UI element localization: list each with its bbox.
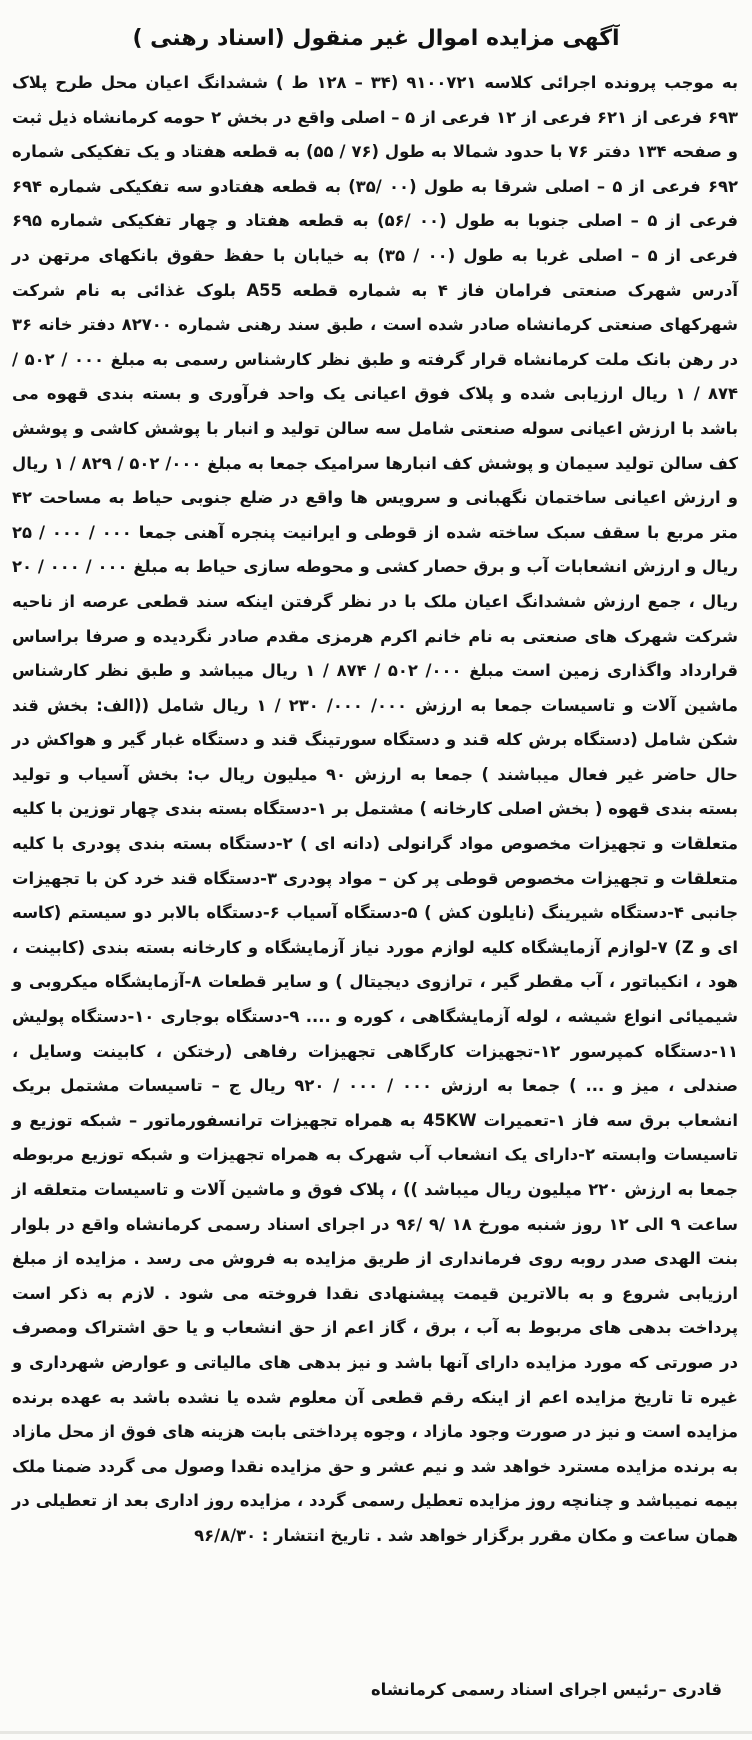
notice-body: به موجب پرونده اجرائی کلاسه ۹۱۰۰۷۲۱ (۳۴ – ۱۲۸ ط ) ششدانگ اعیان محل طرح پلاک ۶۹۳ فرعی از ۶۲۱ فرعی از ۱۲ فرعی از ۵ – اصلی واقع در بخش ۲ حومه کرمانشاه ذیل ثبت و صفحه ۱۳۴ دفتر ۷۶ با حدود شمالا به طول (۷۶ / ۵۵) به قطعه هفتاد و یک تفکیکی شماره ۶۹۲ فرعی از ۵ – اصلی شرقا به طول (۰۰ /۳۵) به قطعه هفتادو سه تفکیکی شماره ۶۹۴ فرعی از ۵ – اصلی جنوبا به طول (۰۰ /۵۶) به قطعه هفتاد و چهار تفکیکی شماره ۶۹۵ فرعی از ۵ – اصلی غربا به طول (۰۰ / ۳۵) به خیابان با حفظ حقوق بانکهای مرتهن در آدرس شهرک صنعتی فرامان فاز ۴ به شماره قطعه A55 بلوک غذائی به نام شرکت شهرکهای صنعتی کرمانشاه صادر شده است ، طبق سند رهنی شماره ۸۲۷۰۰ دفتر خانه ۳۶ در رهن بانک ملت کرمانشاه قرار گرفته و طبق نظر کارشناس رسمی به مبلغ ۰۰۰ / ۵۰۲ / ۸۷۴ / ۱ ریال ارزیابی شده و پلاک فوق اعیانی یک واحد فرآوری و بسته بندی قهوه می باشد با ارزش اعیانی سوله صنعتی شامل سه سالن تولید و انبار با پوشش کاشی و پوشش کف سالن تولید سیمان و پوشش کف انبارها سرامیک جمعا به مبلغ ۰۰۰/ ۵۰۲ / ۸۲۹ / ۱ ریال و ارزش اعیانی ساختمان نگهبانی و سرویس ها واقع در ضلع جنوبی حیاط به مساحت ۴۲ متر مربع با سقف سبک ساخته شده از قوطی و ایرانیت پنجره آهنی جمعا ۰۰۰ / ۰۰۰ / ۲۵ ریال و ارزش انشعابات آب و برق حصار کشی و محوطه سازی حیاط به مبلغ ۰۰۰ / ۰۰۰ / ۲۰ ریال ، جمع ارزش ششدانگ اعیان ملک با در نظر گرفتن اینکه سند قطعی عرصه از ناحیه شرکت شهرک های صنعتی به نام خانم اکرم هرمزی مقدم صادر نگردیده و صرفا براساس قرارداد واگذاری زمین است مبلغ ۰۰۰/ ۵۰۲ / ۸۷۴ / ۱ ریال میباشد و طبق نظر کارشناس ماشین آلات و تاسیسات جمعا به ارزش ۰۰۰/ ۰۰۰/ ۲۳۰ / ۱ ریال شامل ((الف: بخش قند شکن شامل (دستگاه برش کله قند و دستگاه سورتینگ قند و دستگاه غبار گیر و هواکش در حال حاضر غیر فعال میباشند ) جمعا به ارزش ۹۰ میلیون ریال ب: بخش آسیاب و تولید بسته بندی قهوه ( بخش اصلی کارخانه ) مشتمل بر ۱-دستگاه بسته بندی چهار توزین با کلیه متعلقات و تجهیزات مخصوص مواد گرانولی (دانه ای ) ۲-دستگاه بسته بندی پودری با کلیه متعلقات و تجهیزات مخصوص قوطی پر کن – مواد پودری ۳-دستگاه قند خرد کن با تجهیزات جانبی ۴-دستگاه شیرینگ (نایلون کش ) ۵-دستگاه آسیاب ۶-دستگاه بالابر دو سیستم (کاسه ای و Z) ۷-لوازم آزمایشگاه کلیه لوازم مورد نیاز آزمایشگاه و کارخانه بسته بندی (کابینت ، هود ، انکیباتور ، آب مقطر گیر ، ترازوی دیجیتال ) و سایر قطعات ۸-آزمایشگاه میکروبی و شیمیائی انواع شیشه ، لوله آزمایشگاهی ، کوره و .... ۹-دستگاه بوجاری ۱۰-دستگاه پولیش ۱۱-دستگاه کمپرسور ۱۲-تجهیزات کارگاهی تجهیزات رفاهی (رختکن ، کابینت وسایل ، صندلی ، میز و ... ) جمعا به ارزش ۰۰۰ / ۰۰۰ / ۹۲۰ ریال ج – تاسیسات مشتمل بریک انشعاب برق سه فاز ۱-تعمیرات 45KW به همراه تجهیزات ترانسفورماتور – شبکه توزیع و تاسیسات وابسته ۲-دارای یک انشعاب آب شهرک به همراه تجهیزات و شبکه توزیع مربوطه جمعا به ارزش ۲۲۰ میلیون ریال میباشد )) ، پلاک فوق و ماشین آلات و تاسیسات متعلقه از ساعت ۹ الی ۱۲ روز شنبه مورخ ۱۸ /۹ /۹۶ در اجرای اسناد رسمی کرمانشاه واقع در بلوار بنت الهدی صدر روبه روی فرمانداری از طریق مزایده به فروش می رسد . مزایده از مبلغ ارزیابی شروع و به بالاترین قیمت پیشنهادی نقدا فروخته می شود . لازم به ذکر است پرداخت بدهی های مربوط به آب ، برق ، گاز اعم از حق انشعاب و یا حق اشتراک ومصرف در صورتی که مورد مزایده دارای آنها باشد و نیز بدهی های مالیاتی و عوارض شهرداری و غیره تا تاریخ مزایده اعم از اینکه رقم قطعی آن معلوم شده یا نشده باشد به عهده برنده مزایده است و نیز در صورت وجود مازاد ، وجوه پرداختی بابت هزینه های فوق از محل مازاد به برنده مزایده مسترد خواهد شد و نیم عشر و حق مزایده نقدا وصول می گردد ضمنا ملک بیمه نمیباشد و چنانچه روز مزایده تعطیل رسمی گردد ، مزایده روز اداری بعد از تعطیلی در همان ساعت و مکان مقرر برگزار خواهد شد . تاریخ انتشار : ۹۶/۸/۳۰: [12, 73, 739, 1545]
bottom-divider: [0, 1731, 752, 1734]
notice-title: آگهی مزایده اموال غیر منقول (اسناد رهنی ): [132, 26, 620, 51]
notice-signature: قادری –رئیس اجرای اسناد رسمی کرمانشاه: [370, 1680, 722, 1699]
